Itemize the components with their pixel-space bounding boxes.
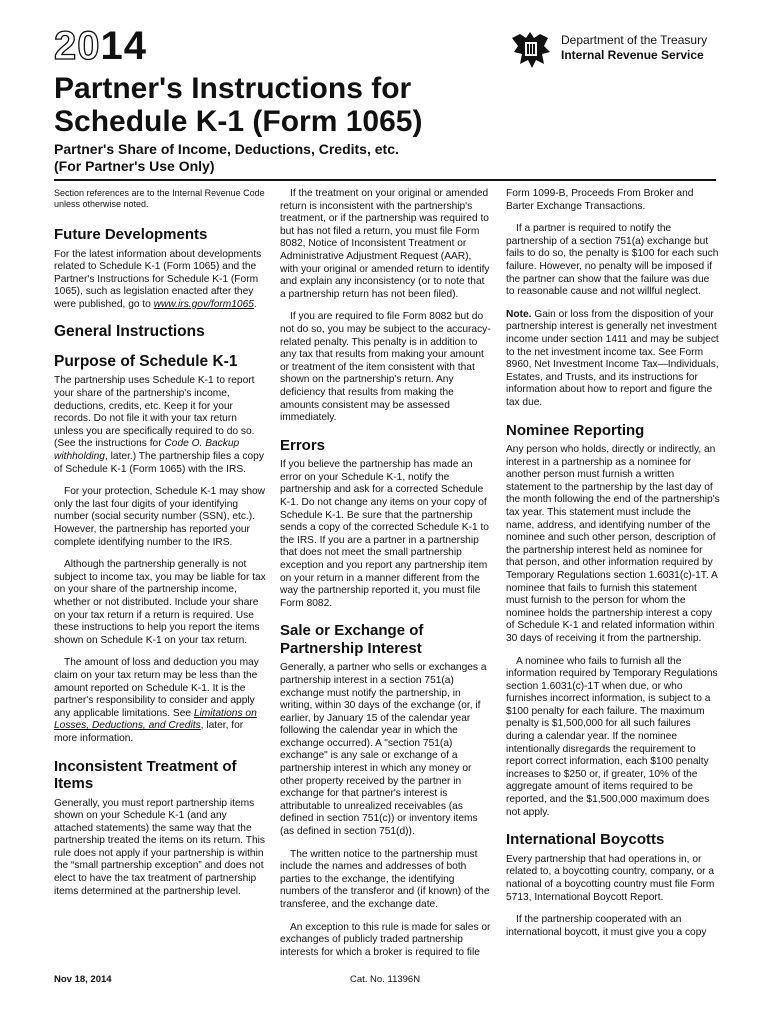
section-references-note: Section references are to the Internal Revenue Code unless otherwise noted. xyxy=(54,188,265,209)
footer-catalog-number: Cat. No. 11396N xyxy=(350,974,421,985)
department-name: Department of the Treasury xyxy=(561,33,708,47)
page-title xyxy=(54,72,694,138)
limitations-link[interactable]: Limitations on Losses, Deductions, and Credits xyxy=(54,707,257,732)
written-notice-text: The written notice to the partnership must include the names and addresses of both parties to the exchange, the identifying numbers of the transferor and (if known) of the transferee, and the exchange date. xyxy=(280,848,490,910)
purpose-italic-ref: Code O. Backup withholding xyxy=(54,438,240,463)
irs-eagle-logo-icon xyxy=(508,30,554,70)
inconsistent-treatment-text: Generally, you must report partnership items shown on your Schedule K-1 (and any attached statements) the same way that the partnership treated the items on its return. This rule does not apply if your partnership is within the “small partnership exception” and does not elect to have the tax treatment of partnership items determined at the partnership level. xyxy=(54,797,266,897)
note-text: Note. Gain or loss from the disposition of your partnership interest is generally net investment income under section 1411 and may be subject to the net investment income tax. See Form 8960, Net Investment Income Tax—Individuals, Estates, and Trusts, and its instructions for information about how to report and figure the tax due. xyxy=(506,308,719,408)
heading-sale-or-exchange: Sale or Exchange of Partnership Interest xyxy=(280,622,424,657)
purpose-text: The partnership uses Schedule K-1 to report your share of the partnership's income, deductions, credits, etc. Keep it for your records. Do not file it with your tax return unless you are specifically required to do so. (See the instructions for Code O. Backup withholding, later.) The partnership files a copy of Schedule K-1 (Form 1065) with the IRS. xyxy=(54,375,264,475)
title-line-2: Schedule K-1 (Form 1065) xyxy=(54,105,423,138)
penalty-text: If you are required to file Form 8082 but do not do so, you may be subject to the accuracy-related penalty. This penalty is in addition to any tax that results from making your amount or treatment of the item consistent with that shown on the partnership's return. Any deficiency that results from making the amounts consistent may be assessed immediately. xyxy=(280,311,491,424)
sale-exchange-text: Generally, a partner who sells or exchanges a partnership interest in a section 751(a) exchange must notify the partnership, in writing, within 30 days of the exchange (or, if earlier, by January 15 of the calendar year following the calendar year in which the exchange occurred). A "section 751(a) exchange" is any sale or exchange of a partnership interest in which any money or other property received by the partner in exchange for that partner's interest is attributable to unrealized receivables (as defined in section 751(c)) or inventory items (as defined in section 751(d)). xyxy=(280,662,487,838)
header-divider xyxy=(54,179,716,181)
year-solid-digits: 14 xyxy=(100,24,147,68)
column-2 xyxy=(280,188,492,958)
cooperated-text: If the partnership cooperated with an international boycott, it must give you a copy xyxy=(506,914,707,938)
errors-text: If you believe the partnership has made an error on your Schedule K-1, notify the partnership and ask for a corrected Schedule K-1. Do not change any items on your copy of Schedule K-1. Be sure that the partnership sends a copy of the corrected Schedule K-1 to the IRS. If you are a partner in a partnership that does not meet the small partnership exception and you report any partnership item on your return in a manner different from the way the partnership reported it, you must file Form 8082. xyxy=(280,459,489,609)
heading-future-developments: Future Developments xyxy=(54,226,208,243)
note-label: Note. xyxy=(506,308,532,320)
protection-text: For your protection, Schedule K-1 may show only the last four digits of your identifying number (social security number (SSN), etc.). However, the partnership has reported your complete identifying number to the IRS. xyxy=(54,486,266,548)
column-3 xyxy=(506,188,720,958)
heading-nominee-reporting: Nominee Reporting xyxy=(506,421,645,439)
subject-to-tax-text: Although the partnership generally is not subject to income tax, you may be liable for tax on your share of the partnership income, whether or not distributed. Include your share on your tax return if a return is required. Use these instructions to help you report the items shown on Schedule K-1 on your tax return. xyxy=(54,559,266,646)
form-1099b-text: Form 1099-B, Proceeds From Broker and Barter Exchange Transactions. xyxy=(506,188,694,212)
agency-block xyxy=(508,30,728,70)
year-outline-digits: 20 xyxy=(54,24,101,68)
heading-inconsistent-treatment: Inconsistent Treatment of Items xyxy=(54,757,237,792)
heading-general-instructions: General Instructions xyxy=(54,323,205,341)
treatment-text: If the treatment on your original or amended return is inconsistent with the partnership's treatment, or if the partnership was required to but has not filed a return, you must file Form 8082, Notice of Inconsistent Treatment or Administrative Adjustment Request (AAR), with your original or amended return to identify and explain any inconsistency (or to note that a partnership return has not been filed). xyxy=(280,188,490,300)
nominee-failure-text: A nominee who fails to furnish all the information required by Temporary Regulations section 1.6031(c)-1T when due, or who furnishes incorrect information, is subject to a $100 penalty for each failure. The maximum penalty is $1,500,000 for all such failures during a calendar year. If the nominee intentionally disregards the requirement to report correct information, each $100 penalty increases to $250 or, if greater, 10% of the aggregate amount of items required to be reported, and the $1,500,000 maximum does not apply. xyxy=(506,655,718,818)
footer-date: Nov 18, 2014 xyxy=(54,974,112,985)
heading-international-boycotts: International Boycotts xyxy=(506,831,665,849)
title-line-1: Partner's Instructions for xyxy=(54,72,412,105)
loss-deduction-text: The amount of loss and deduction you may claim on your tax return may be less than the amount reported on Schedule K-1. It is the partner's responsibility to consider and apply any applicable limitations. See Limitations on Losses, Deductions, and Credits, later, for more information. xyxy=(54,657,259,744)
heading-purpose: Purpose of Schedule K-1 xyxy=(54,352,238,370)
heading-errors: Errors xyxy=(280,436,326,454)
notify-penalty-text: If a partner is required to notify the partnership of a section 751(a) exchange but fails to do so, the penalty is $100 for each such failure. However, no penalty will be imposed if the partner can show that the failure was due to reasonable cause and not willful neglect. xyxy=(506,223,719,298)
subtitle-line-2: (For Partner's Use Only) xyxy=(54,158,215,174)
form-year xyxy=(54,26,147,66)
nominee-text: Any person who holds, directly or indirectly, an interest in a partnership as a nominee for another person must furnish a written statement to the partnership by the last day of the month following the end of the partnership's tax year. This statement must include the name, address, and identifying number of the nominee and such other person, description of the partnership interest held as nominee for that person, and other information required by Temporary Regulations section 1.6031(c)-1T. A nominee that fails to furnish this statement must furnish to the person for whom the nominee holds the partnership interest a copy of Schedule K-1 and related information within 30 days of receiving it from the partnership. xyxy=(506,444,720,644)
page-subtitle xyxy=(54,141,694,175)
exception-text: An exception to this rule is made for sales or exchanges of publicly traded partnership interests for which a broker is required to file xyxy=(280,921,491,958)
column-1 xyxy=(54,188,268,958)
future-developments-text: For the latest information about developments related to Schedule K-1 (Form 1065) and the Partner's Instructions for Schedule K-1 (Form 1065), such as legislation enacted after they were published, go to www.irs.gov/form1065. xyxy=(54,248,262,310)
form1065-link[interactable]: www.irs.gov/form1065 xyxy=(153,298,254,310)
agency-name: Internal Revenue Service xyxy=(561,48,704,62)
subtitle-line-1: Partner's Share of Income, Deductions, Credits, etc. xyxy=(54,141,399,157)
boycotts-text: Every partnership that had operations in, or related to, a boycotting country, company, or a national of a boycotting country must file Form 5713, International Boycott Report. xyxy=(506,853,715,903)
